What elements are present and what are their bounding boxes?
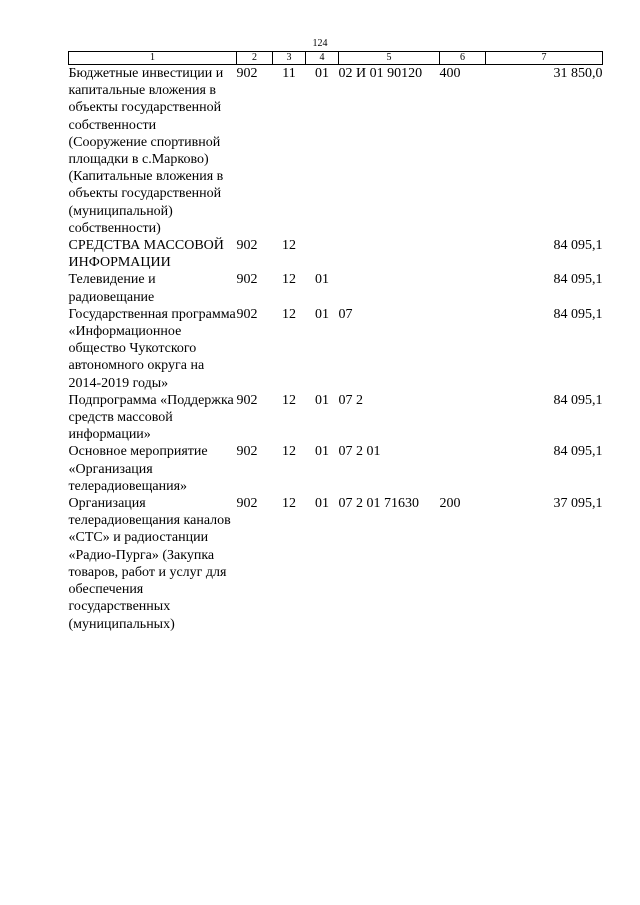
row-amount: 84 095,1 [553, 238, 603, 254]
row-subsection-code: 01 [315, 306, 329, 322]
row-subsection-code: 01 [315, 496, 329, 512]
table-header [69, 52, 603, 65]
row-section-code: 12 [282, 444, 296, 460]
row-amount: 84 095,1 [553, 272, 603, 288]
budget-table [68, 51, 603, 633]
row-admin-code: 902 [236, 496, 258, 512]
table-row [69, 271, 603, 305]
row-target-article: 07 [338, 306, 353, 322]
column-header-4: 4 [306, 52, 339, 65]
row-name: Организация телерадиовещания каналов «СТС» и радиостанции «Радио-Пурга» (Закупка товаров, работ и услуг для обеспечения государственных (муниципальных) [68, 496, 231, 632]
row-section-code: 12 [282, 272, 296, 288]
row-subsection-code: 01 [315, 444, 329, 460]
table-row [69, 495, 603, 633]
row-target-article [339, 271, 440, 305]
row-subsection-code: 01 [315, 392, 329, 408]
row-expense-type [440, 392, 486, 444]
row-expense-type [440, 306, 486, 392]
row-expense-type [440, 271, 486, 305]
row-name: Государственная программа «Информационное общество Чукотского автономного округа на 2014-2019 годы» [68, 306, 236, 391]
column-header-3: 3 [273, 52, 306, 65]
table-row [69, 65, 603, 238]
page-number: 124 [312, 38, 328, 49]
row-amount: 84 095,1 [553, 444, 603, 460]
row-expense-type [440, 237, 486, 271]
row-admin-code: 902 [236, 444, 258, 460]
row-amount: 84 095,1 [553, 306, 603, 322]
column-header-5: 5 [339, 52, 440, 65]
row-target-article: 07 2 01 [338, 444, 381, 460]
row-admin-code: 902 [236, 238, 258, 254]
row-name: Основное мероприятие «Организация телерадиовещания» [68, 444, 208, 494]
row-name: Бюджетные инвестиции и капитальные вложения в объекты государственной собственности (Сооружение спортивной площадки в с.Марково) (Капитальные вложения в объекты государственной (муниципальной) собственности) [68, 66, 224, 236]
row-name: Подпрограмма «Поддержка средств массовой информации» [68, 392, 234, 443]
column-header-2: 2 [237, 52, 273, 65]
row-target-article: 07 2 01 71630 [338, 496, 419, 512]
table-row [69, 306, 603, 392]
row-subsection-code: 01 [315, 272, 329, 288]
row-name: Телевидение и радиовещание [68, 272, 156, 305]
row-expense-type [440, 443, 486, 495]
table-row [69, 392, 603, 444]
header-row [69, 52, 603, 65]
column-header-1: 1 [69, 52, 237, 65]
row-amount: 84 095,1 [553, 392, 603, 408]
column-header-7: 7 [486, 52, 603, 65]
row-admin-code: 902 [236, 66, 258, 81]
row-expense-type: 400 [439, 66, 461, 81]
row-target-article: 02 И 01 90120 [338, 66, 423, 81]
column-header-6: 6 [440, 52, 486, 65]
row-admin-code: 902 [236, 306, 258, 322]
row-section-code: 12 [282, 238, 296, 254]
row-target-article [339, 237, 440, 271]
row-target-article: 07 2 [338, 392, 363, 408]
row-name: СРЕДСТВА МАССОВОЙ ИНФОРМАЦИИ [68, 238, 224, 271]
row-expense-type: 200 [439, 496, 461, 512]
table-row [69, 443, 603, 495]
table-body [69, 65, 603, 633]
row-section-code: 12 [282, 392, 296, 408]
row-section-code: 11 [282, 66, 296, 81]
row-subsection-code [306, 237, 339, 271]
row-amount: 37 095,1 [553, 496, 603, 512]
row-amount: 31 850,0 [553, 66, 603, 81]
table-row [69, 237, 603, 271]
row-admin-code: 902 [236, 272, 258, 288]
row-admin-code: 902 [236, 392, 258, 408]
row-subsection-code: 01 [315, 66, 329, 81]
row-section-code: 12 [282, 496, 296, 512]
row-section-code: 12 [282, 306, 296, 322]
